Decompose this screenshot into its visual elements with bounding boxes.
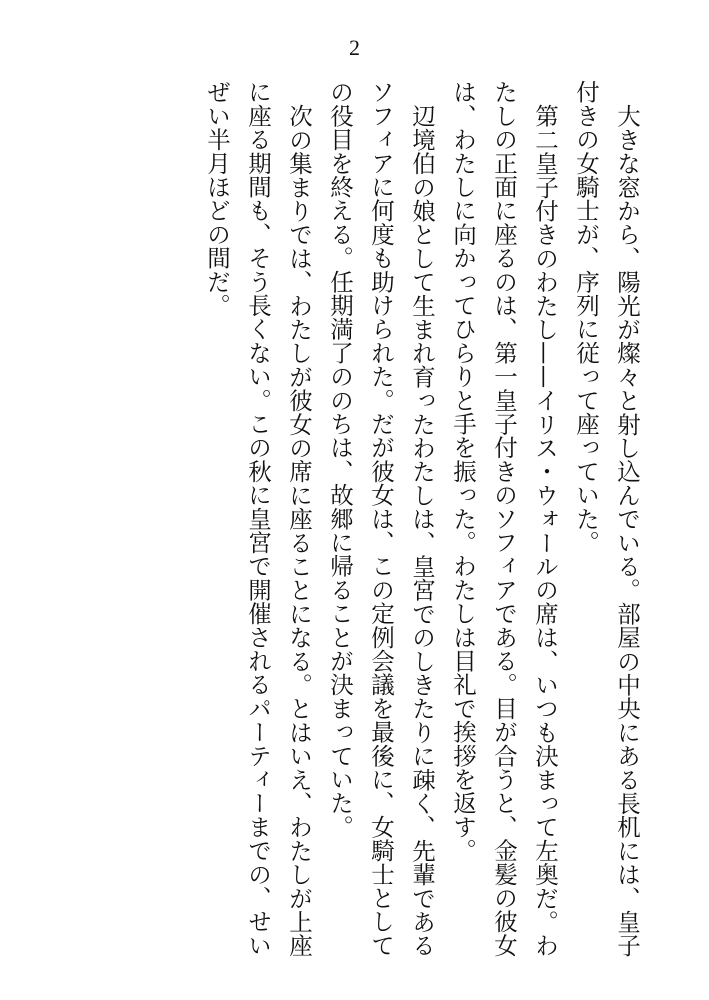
paragraph-3: 辺境伯の娘として生まれ育ったわたしは、皇宮でのしきたりに疎く、先輩であるソフィアに何度も助けられた。だが彼女は、この定例会議を最後に、女騎士としての役目を終える。任期満了ののちは、故郷に帰ることが決まっていた。 [326, 80, 436, 957]
paragraph-1: 大きな窓から、陽光が燦々と射し込んでいる。部屋の中央にある長机には、皇子付きの女騎士が、序列に従って座っていた。 [572, 80, 641, 957]
page-number: 2 [349, 35, 360, 60]
vertical-text-body [47, 80, 647, 960]
paragraph-2: 第二皇子付きのわたし——イリス・ウォールの席は、いつも決まって左奥だ。わたしの正面に座るのは、第一皇子付きのソフィアである。目が合うと、金髪の彼女は、わたしに向かってひらりと手を振った。わたしは目礼で挨拶を返す。 [449, 80, 559, 957]
paragraph-4: 次の集まりでは、わたしが彼女の席に座ることになる。とはいえ、わたしが上座に座る期間も、そう長くない。この秋に皇宮で開催されるパーティーまでの、せいぜい半月ほどの間だ。 [203, 80, 313, 957]
